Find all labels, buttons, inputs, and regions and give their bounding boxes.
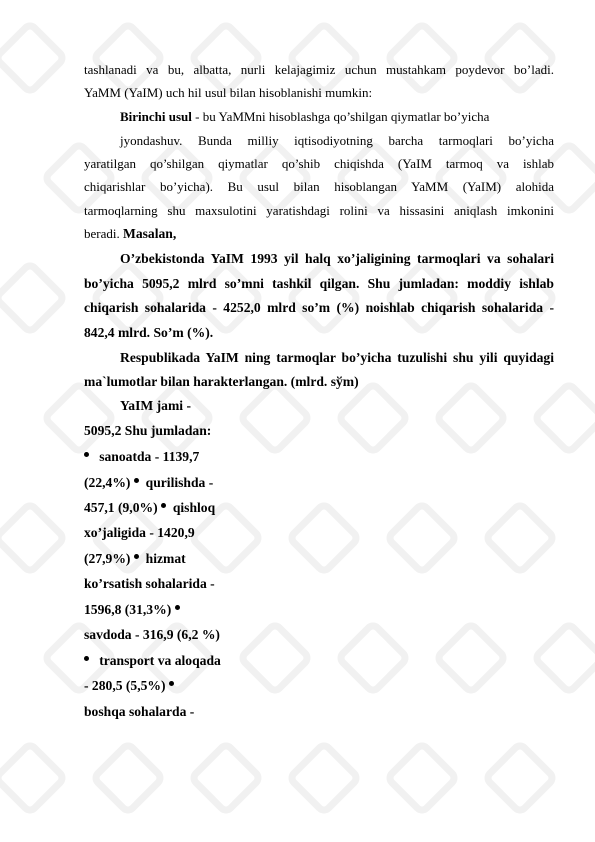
list-item-text: qishloq (172, 500, 216, 515)
bullet-icon (134, 478, 139, 483)
list-item-text: sanoatda - 1139,7 (99, 449, 200, 464)
bullet-icon (169, 681, 174, 686)
paragraph-line (84, 226, 176, 242)
list-line: boshqa sohalarda - (84, 704, 195, 719)
list-line (84, 475, 213, 491)
list-line: YaIM jami - (120, 398, 191, 413)
paragraph-line: tashlanadi va bu, albatta, nurli kelajagimiz uchun mustahkam poydevor bo’ladi. (84, 62, 554, 77)
example-label: Masalan, (122, 226, 177, 241)
paragraph-line: tarmoqlarning shu maxsulotini yaratishdagi rolini va hissasini aniqlash imkonini (84, 203, 554, 218)
list-line: savdoda - 316,9 (6,2 %) (84, 627, 220, 642)
bullet-icon (161, 503, 166, 508)
list-line (84, 602, 180, 618)
list-item (84, 449, 199, 465)
paragraph-line: Respublikada YaIM ning tarmoqlar bo’yicha tuzulishi shu yili quyidagi (120, 350, 554, 365)
paragraph-line: yaratilgan qo’shilgan qiymatlar qo’shib chiqishda (YaIM tarmoq va ishlab (84, 156, 554, 171)
text-span: 457,1 (9,0%) (84, 500, 158, 515)
list-line: xo’jaligida - 1420,9 (84, 525, 195, 540)
method-text: - bu YaMMni hisoblashga qo’shilgan qiymatlar bo’yicha (191, 109, 490, 124)
paragraph-line: ma`lumotlar bilan harakterlangan. (mlrd. sўm) (84, 374, 359, 389)
bullet-icon (84, 656, 89, 661)
paragraph-line: chiqarish sohalarida - 4252,0 mlrd so’m (%) noishlab chiqarish sohalarida - (84, 300, 554, 315)
list-item-text: qurilishda - (145, 475, 214, 490)
list-line (84, 551, 186, 567)
text-span: (27,9%) (84, 551, 131, 566)
list-line (84, 678, 174, 694)
text-span: - 280,5 (5,5%) (84, 678, 166, 693)
bullet-icon (175, 605, 180, 610)
text-span: (22,4%) (84, 475, 131, 490)
list-item-text: hizmat (145, 551, 186, 566)
bullet-icon (134, 554, 139, 559)
list-line: ko’rsatish sohalarida - (84, 576, 215, 591)
list-line: 5095,2 Shu jumladan: (84, 423, 212, 438)
paragraph-line: YaMM (YaIM) uch hil usul bilan hisoblanishi mumkin: (84, 85, 373, 100)
method-heading: Birinchi usul (120, 109, 192, 124)
paragraph-line: 842,4 mlrd. So’m (%). (84, 325, 214, 340)
list-item (84, 653, 221, 669)
list-line (84, 500, 215, 516)
list-item-text: transport va aloqada (99, 653, 221, 668)
paragraph-line (120, 109, 489, 125)
paragraph-line: O’zbekistonda YaIM 1993 yil halq xo’jaligining tarmoqlari va sohalari (120, 251, 554, 266)
text-span: beradi. (84, 226, 120, 241)
paragraph-line: jyondashuv. Bunda milliy iqtisodiyotning barcha tarmoqlari bo’yicha (120, 133, 554, 148)
paragraph-line: bo’yicha 5095,2 mlrd so’mni tashkil qilgan. Shu jumladan: moddiy ishlab (84, 276, 554, 291)
text-span: 1596,8 (31,3%) (84, 602, 172, 617)
paragraph-line: chiqarishlar bo’yicha). Bu usul bilan hisoblangan YaMM (YaIM) alohida (84, 179, 554, 194)
bullet-icon (84, 452, 89, 457)
